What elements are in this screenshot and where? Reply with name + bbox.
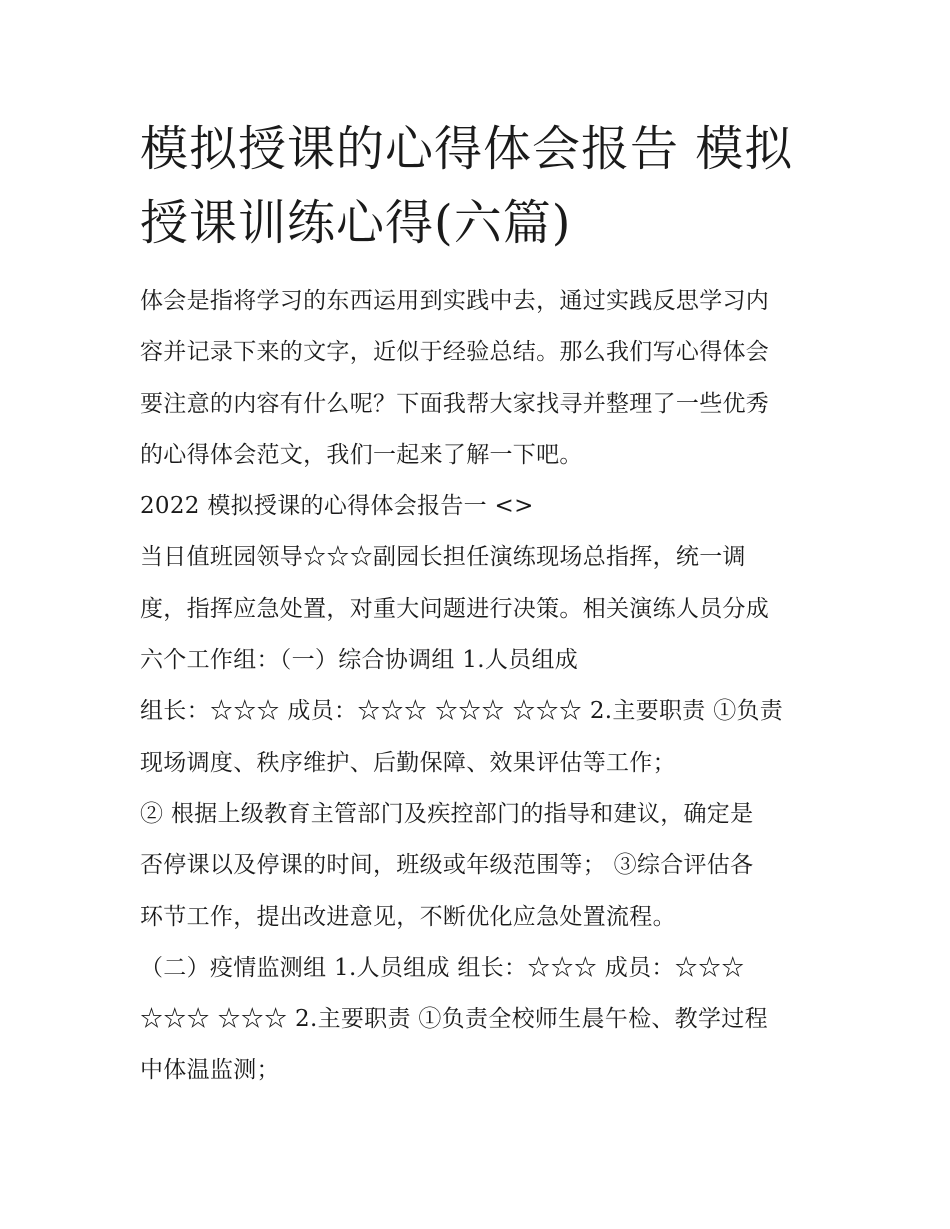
title-line-2: 授课训练心得(六篇) bbox=[140, 195, 572, 251]
body-line: 中体温监测； bbox=[140, 1057, 280, 1084]
body-line: 度，指挥应急处置，对重大问题进行决策。相关演练人员分成 bbox=[140, 595, 770, 622]
body-line: 容并记录下来的文字，近似于经验总结。那么我们写心得体会 bbox=[140, 339, 770, 366]
section-heading: 2022 模拟授课的心得体会报告一 <> bbox=[140, 493, 534, 520]
title-line-1: 模拟授课的心得体会报告 模拟 bbox=[140, 121, 794, 177]
body-line: ② 根据上级教育主管部门及疾控部门的指导和建议，确定是 bbox=[140, 800, 754, 827]
body-line: 六个工作组：（一）综合协调组 1.人员组成 bbox=[140, 647, 579, 674]
body-line: （二）疫情监测组 1.人员组成 组长：☆☆☆ 成员：☆☆☆ bbox=[140, 954, 745, 981]
body-line: 否停课以及停课的时间，班级或年级范围等； ③综合评估各 bbox=[140, 852, 754, 879]
body-line: 环节工作，提出改进意见，不断优化应急处置流程。 bbox=[140, 903, 676, 930]
body-line: 的心得体会范文，我们一起来了解一下吧。 bbox=[140, 441, 583, 468]
body-line: 组长：☆☆☆ 成员：☆☆☆ ☆☆☆ ☆☆☆ 2.主要职责 ①负责 bbox=[140, 698, 784, 725]
document-title bbox=[140, 112, 820, 260]
body-line: 现场调度、秩序维护、后勤保障、效果评估等工作； bbox=[140, 749, 676, 776]
body-line: 要注意的内容有什么呢？下面我帮大家找寻并整理了一些优秀 bbox=[140, 390, 770, 417]
document-body bbox=[140, 280, 830, 1101]
body-line: ☆☆☆ ☆☆☆ 2.主要职责 ①负责全校师生晨午检、教学过程 bbox=[140, 1006, 768, 1033]
body-line: 当日值班园领导☆☆☆副园长担任演练现场总指挥，统一调 bbox=[140, 544, 746, 571]
body-line: 体会是指将学习的东西运用到实践中去，通过实践反思学习内 bbox=[140, 288, 770, 314]
